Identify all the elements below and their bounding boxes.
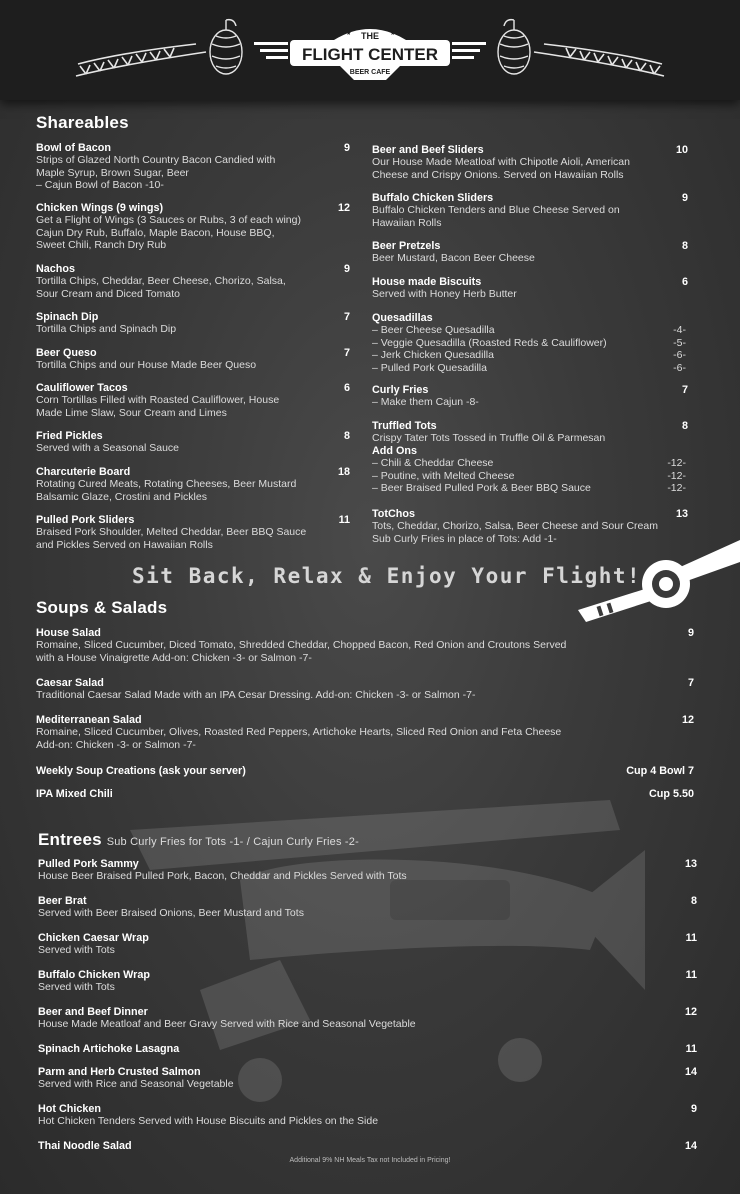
item-desc: Cajun Dry Rub, Buffalo, Maple Bacon, House BBQ, [36,226,275,239]
item-price: 7 [343,311,350,323]
item-desc: Tots, Cheddar, Chorizo, Salsa, Beer Cheese and Sour Cream [372,520,658,533]
item-price: 9 [687,627,694,639]
item-price: 7 [681,384,688,396]
item-name: Chicken Wings (9 wings) [36,202,164,214]
item-desc: Hot Chicken Tenders Served with House Biscuits and Pickles on the Side [38,1115,379,1128]
item-price: 8 [681,420,688,432]
menu-item [38,1043,658,1055]
item-name: Chicken Caesar Wrap [38,932,149,944]
hops-wheat-icon [494,14,674,86]
menu-item [36,430,336,455]
item-name: Thai Noodle Salad [38,1140,132,1152]
soups-salads-title: Soups & Salads [36,598,168,617]
sub-option: – Veggie Quesadilla (Roasted Reds & Cauliflower) -5- [372,336,686,349]
item-desc: Beer Mustard, Bacon Beer Cheese [372,252,535,265]
item-desc: Sour Cream and Diced Tomato [36,287,180,300]
menu-item [38,895,658,920]
item-desc: Tortilla Chips and our House Made Beer Queso [36,359,257,372]
item-desc: Our House Made Meatloaf with Chipotle Aioli, American [372,156,630,169]
item-price: 8 [690,895,697,907]
item-desc: – Cajun Bowl of Bacon -10- [36,179,164,192]
menu-item [372,384,682,409]
item-name: Beer and Beef Dinner [38,1006,148,1018]
menu-item [36,677,676,702]
sub-option: – Beer Cheese Quesadilla -4- [372,324,686,337]
menu-item [36,202,336,252]
item-desc: Buffalo Chicken Tenders and Blue Cheese Served on [372,204,620,217]
item-price: 9 [681,192,688,204]
item-price: 9 [343,142,350,154]
item-name: House made Biscuits [372,276,482,288]
item-desc: Strips of Glazed North Country Bacon Candied with [36,154,276,167]
item-name: Buffalo Chicken Sliders [372,192,494,204]
item-name: Beer and Beef Sliders [372,144,484,156]
item-name: Charcuterie Board [36,466,131,478]
item-desc: Corn Tortillas Filled with Roasted Cauliflower, House [36,394,280,407]
item-desc: House Beer Braised Pulled Pork, Bacon, Cheddar and Pickles Served with Tots [38,870,407,883]
item-desc: Romaine, Sliced Cucumber, Diced Tomato, Shredded Cheddar, Chopped Bacon, Red Onion and Croutons Served [36,639,567,652]
shareables-title: Shareables [36,113,129,132]
item-price: 12 [681,714,694,726]
item-price: 11 [685,1043,697,1055]
item-name: Beer Brat [38,895,87,907]
item-price: 8 [343,430,350,442]
item-price: 10 [675,144,688,156]
sub-option: – Beer Braised Pulled Pork & Beer BBQ Sauce -12- [372,482,686,495]
item-price: 9 [343,263,350,275]
flight-center-logo [254,22,486,84]
item-price: 6 [681,276,688,288]
item-desc: Maple Syrup, Brown Sugar, Beer [36,166,189,179]
menu-item [36,382,336,419]
logo-top: THE [361,31,379,41]
item-name: Beer Pretzels [372,240,441,252]
item-name: Nachos [36,263,76,275]
item-name: IPA Mixed Chili [36,788,113,800]
item-name: Hot Chicken [38,1103,101,1115]
entrees-title [38,830,359,850]
item-name: Parm and Herb Crusted Salmon [38,1066,201,1078]
entrees-note: Sub Curly Fries for Tots -1- / Cajun Curly Fries -2- [106,836,359,848]
item-desc: Sub Curly Fries in place of Tots: Add -1- [372,532,557,545]
item-desc: Balsamic Glaze, Crostini and Pickles [36,490,207,503]
menu-item [38,1140,658,1152]
item-desc: Traditional Caesar Salad Made with an IPA Cesar Dressing. Add-on: Chicken -3- or Salmon -7- [36,689,476,702]
item-price: 13 [675,508,688,520]
item-desc: Braised Pork Shoulder, Melted Cheddar, Beer BBQ Sauce [36,526,307,539]
item-desc: Served with Rice and Seasonal Vegetable [38,1078,234,1091]
sub-option: – Poutine, with Melted Cheese -12- [372,469,686,482]
menu-item [36,142,336,192]
item-price: 7 [687,677,694,689]
menu-item [372,420,688,494]
item-name: Quesadillas [372,312,433,324]
item-price: 12 [337,202,350,214]
sub-option: – Chili & Cheddar Cheese -12- [372,457,686,470]
item-desc: Cheese and Crispy Onions. Served on Hawaiian Rolls [372,168,624,181]
menu-item [36,765,436,777]
item-name: Truffled Tots [372,420,437,432]
item-desc: – Make them Cajun -8- [372,396,479,409]
logo-name: FLIGHT CENTER [302,45,438,64]
item-desc: Sweet Chili, Ranch Dry Rub [36,239,167,252]
item-name: Mediterranean Salad [36,714,142,726]
logo-sub: BEER CAFE [349,69,391,76]
item-price: 11 [685,932,697,944]
item-price: 18 [337,466,350,478]
item-desc: and Pickles Served on Hawaiian Rolls [36,538,213,551]
item-desc: Served with Tots [38,944,115,957]
item-name: Curly Fries [372,384,429,396]
menu-header [0,0,740,100]
item-name: Buffalo Chicken Wrap [38,969,150,981]
item-price: 9 [690,1103,697,1115]
item-desc: with a House Vinaigrette Add-on: Chicken -3- or Salmon -7- [36,651,312,664]
item-price: 12 [684,1006,697,1018]
item-desc: Romaine, Sliced Cucumber, Olives, Roasted Red Peppers, Artichoke Hearts, Sliced Red Onion and Feta Cheese [36,726,562,739]
hops-wheat-icon [66,14,246,86]
item-name: House Salad [36,627,101,639]
item-name: Bowl of Bacon [36,142,111,154]
add-ons-title: Add Ons [372,444,417,457]
menu-item [372,240,682,265]
menu-item [36,514,336,551]
item-name: Caesar Salad [36,677,104,689]
menu-item [372,144,682,181]
tax-footnote: Additional 9% NH Meals Tax not Included in Pricing! [289,1157,451,1164]
item-price: 14 [684,1066,697,1078]
item-name: Pulled Pork Sliders [36,514,135,526]
item-desc: Served with Tots [38,981,115,994]
item-price: Cup 5.50 [648,788,694,800]
menu-item [36,627,676,664]
item-desc: Served with Honey Herb Butter [372,288,517,301]
menu-item [36,347,336,372]
item-name: Weekly Soup Creations (ask your server) [36,765,246,777]
menu-item [38,1006,658,1031]
svg-text:★: ★ [390,31,396,37]
item-name: Cauliflower Tacos [36,382,128,394]
item-desc: Tortilla Chips, Cheddar, Beer Cheese, Chorizo, Salsa, [36,275,286,288]
entrees-heading: Entrees [38,830,102,849]
item-desc: Crispy Tater Tots Tossed in Truffle Oil & Parmesan [372,432,606,445]
menu-item [38,1066,658,1091]
item-desc: Made Lime Slaw, Sour Cream and Limes [36,406,227,419]
item-desc: Rotating Cured Meats, Rotating Cheeses, Beer Mustard [36,478,297,491]
menu-item [38,932,658,957]
item-price: 7 [343,347,350,359]
item-desc: Served with Beer Braised Onions, Beer Mustard and Tots [38,907,304,920]
sub-option: – Pulled Pork Quesadilla -6- [372,361,686,374]
menu-item [36,311,336,336]
menu-item [372,276,682,301]
item-desc: Hawaiian Rolls [372,216,442,229]
menu-item [372,192,682,229]
menu-item [36,263,336,300]
propeller-icon [578,540,740,622]
item-price: 14 [684,1140,697,1152]
item-desc: Served with a Seasonal Sauce [36,442,180,455]
item-price: 8 [681,240,688,252]
item-name: Spinach Dip [36,311,99,323]
menu-item [38,858,658,883]
item-desc: Add-on: Chicken -3- or Salmon -7- [36,738,196,751]
menu-item [372,312,688,374]
menu-item [36,714,676,751]
item-name: Fried Pickles [36,430,103,442]
item-desc: Tortilla Chips and Spinach Dip [36,323,177,336]
menu-item [36,466,336,503]
item-name: Beer Queso [36,347,97,359]
sub-option: – Jerk Chicken Quesadilla -6- [372,349,686,362]
item-price: 6 [343,382,350,394]
menu-item [38,969,658,994]
tagline: Sit Back, Relax & Enjoy Your Flight! [132,564,642,588]
item-desc: House Made Meatloaf and Beer Gravy Served with Rice and Seasonal Vegetable [38,1018,416,1031]
svg-text:★: ★ [346,31,352,37]
item-price: 11 [338,514,350,526]
item-price: 11 [685,969,697,981]
item-desc: Get a Flight of Wings (3 Sauces or Rubs, 3 of each wing) [36,214,301,227]
item-price: Cup 4 Bowl 7 [626,765,694,777]
menu-item [38,1103,658,1128]
item-price: 13 [684,858,697,870]
item-name: Spinach Artichoke Lasagna [38,1043,180,1055]
menu-item [36,788,436,800]
item-name: Pulled Pork Sammy [38,858,139,870]
item-name: TotChos [372,508,415,520]
